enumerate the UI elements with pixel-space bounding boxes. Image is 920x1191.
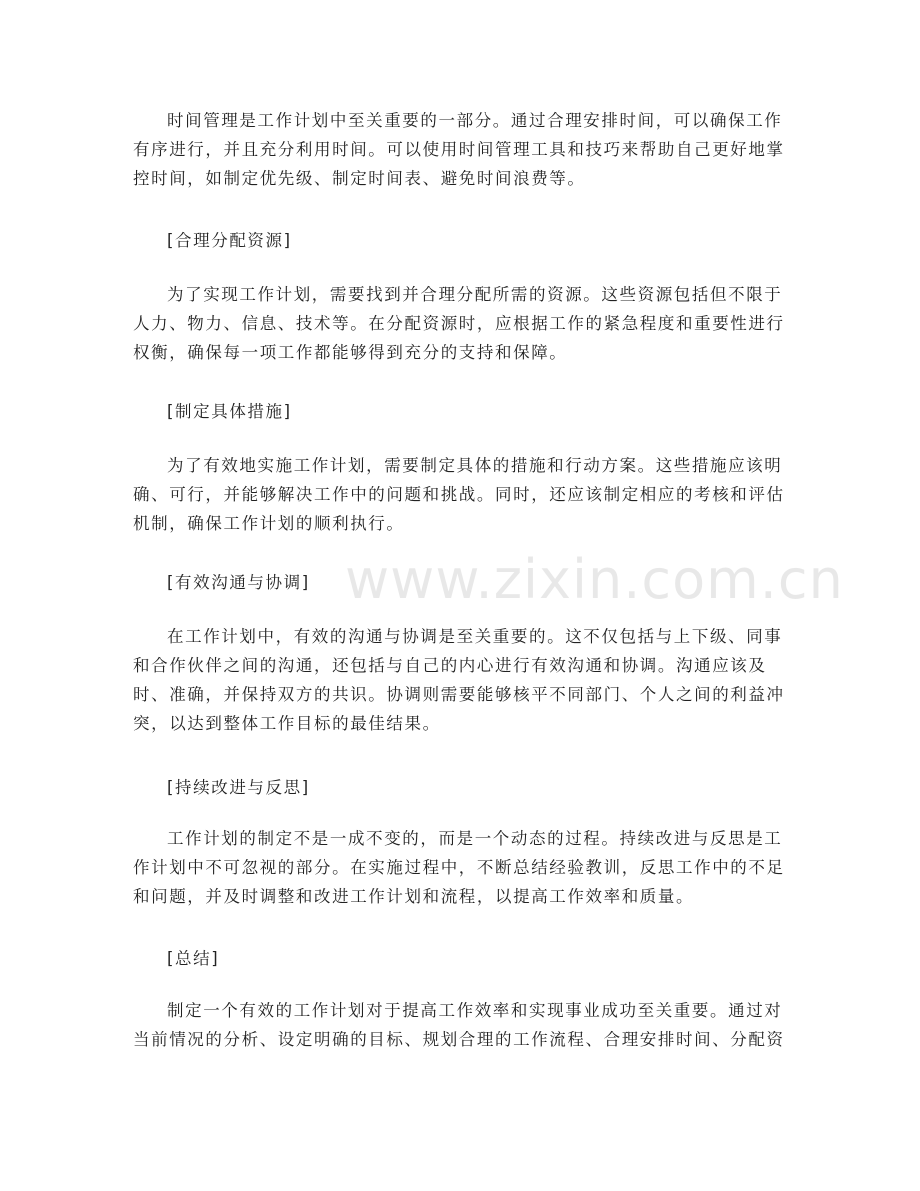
heading-communication: [有效沟通与协调]	[167, 573, 310, 592]
paragraph-summary: 制定一个有效的工作计划对于提高工作效率和实现事业成功至关重要。通过对当前情况的分析、设定明确的目标、规划合理的工作流程、合理安排时间、分配资	[133, 1001, 785, 1049]
heading-continuous-improvement: [持续改进与反思]	[167, 778, 310, 797]
watermark: www.zixin.com.cn	[345, 548, 844, 611]
heading-summary: [总结]	[167, 949, 220, 968]
paragraph-allocate-resources: 为了实现工作计划，需要找到并合理分配所需的资源。这些资源包括但不限于人力、物力、信息、技术等。在分配资源时，应根据工作的紧急程度和重要性进行权衡，确保每一项工作都能够得到充分的支持和保障。	[133, 285, 785, 362]
paragraph-continuous-improvement: 工作计划的制定不是一成不变的，而是一个动态的过程。持续改进与反思是工作计划中不可忽视的部分。在实施过程中，不断总结经验教训，反思工作中的不足和问题，并及时调整和改进工作计划和流程，以提高工作效率和质量。	[133, 829, 785, 906]
paragraph-time-management: 时间管理是工作计划中至关重要的一部分。通过合理安排时间，可以确保工作有序进行，并且充分利用时间。可以使用时间管理工具和技巧来帮助自己更好地掌控时间，如制定优先级、制定时间表、避免时间浪费等。	[133, 111, 785, 188]
paragraph-communication: 在工作计划中，有效的沟通与协调是至关重要的。这不仅包括与上下级、同事和合作伙伴之间的沟通，还包括与自己的内心进行有效沟通和协调。沟通应该及时、准确，并保持双方的共识。协调则需要能够核平不同部门、个人之间的利益冲突，以达到整体工作目标的最佳结果。	[133, 627, 785, 733]
heading-specific-measures: [制定具体措施]	[167, 402, 292, 421]
paragraph-specific-measures: 为了有效地实施工作计划，需要制定具体的措施和行动方案。这些措施应该明确、可行，并能够解决工作中的问题和挑战。同时，还应该制定相应的考核和评估机制，确保工作计划的顺利执行。	[133, 456, 785, 533]
heading-allocate-resources: [合理分配资源]	[167, 231, 292, 250]
